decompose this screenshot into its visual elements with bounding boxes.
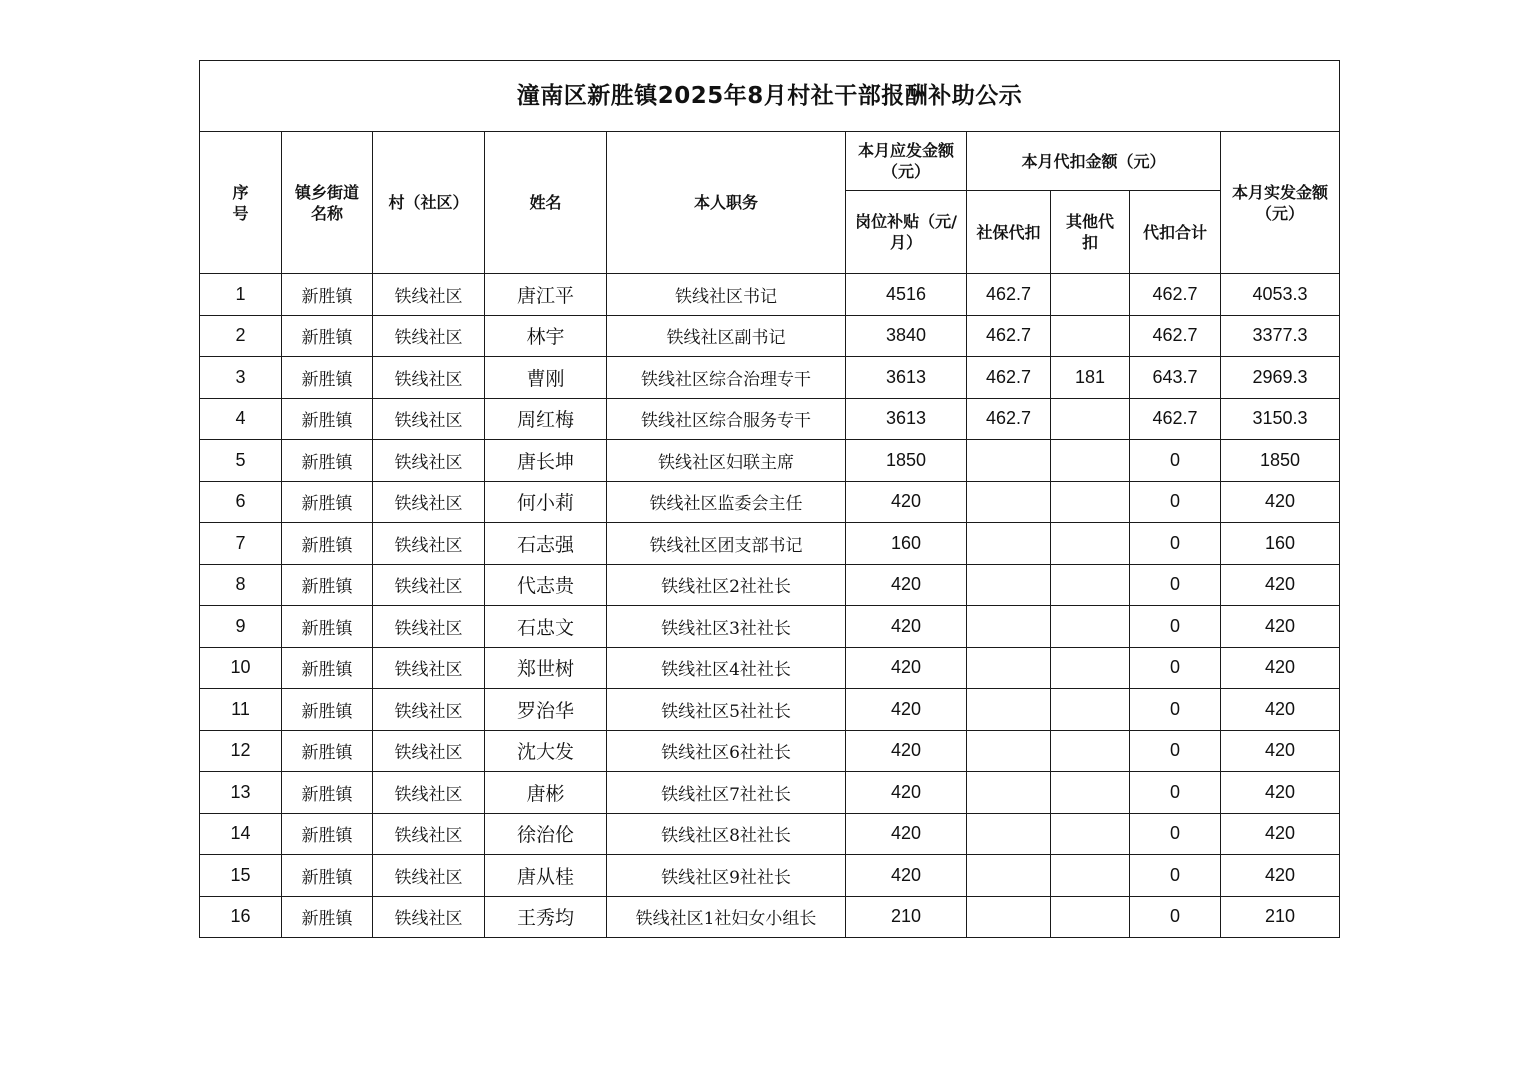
- table-row: [200, 564, 1340, 606]
- actual-cell: 160: [1221, 523, 1340, 565]
- village-cell: 铁线社区: [373, 647, 485, 689]
- social-deduct-cell: [967, 523, 1051, 565]
- seq-cell: 8: [200, 564, 282, 606]
- actual-cell: 420: [1221, 647, 1340, 689]
- social-deduct-cell: [967, 481, 1051, 523]
- village-cell: 铁线社区: [373, 813, 485, 855]
- due-cell: 420: [846, 855, 967, 897]
- seq-cell: 15: [200, 855, 282, 897]
- name-cell: 周红梅: [485, 398, 607, 440]
- position-cell: 铁线社区监委会主任: [607, 481, 846, 523]
- other-deduct-cell: [1051, 647, 1130, 689]
- village-cell: 铁线社区: [373, 274, 485, 316]
- town-cell: 新胜镇: [282, 606, 373, 648]
- seq-cell: 11: [200, 689, 282, 731]
- header-position: 本人职务: [607, 132, 846, 274]
- social-deduct-cell: 462.7: [967, 398, 1051, 440]
- town-cell: 新胜镇: [282, 523, 373, 565]
- village-cell: 铁线社区: [373, 357, 485, 399]
- total-deduct-cell: 462.7: [1130, 274, 1221, 316]
- social-deduct-cell: [967, 896, 1051, 938]
- other-deduct-cell: [1051, 440, 1130, 482]
- position-cell: 铁线社区9社社长: [607, 855, 846, 897]
- due-cell: 1850: [846, 440, 967, 482]
- social-deduct-cell: [967, 772, 1051, 814]
- header-due-group: 本月应发金额（元）: [846, 132, 967, 191]
- position-cell: 铁线社区综合服务专干: [607, 398, 846, 440]
- village-cell: 铁线社区: [373, 606, 485, 648]
- seq-cell: 9: [200, 606, 282, 648]
- table-row: [200, 315, 1340, 357]
- due-cell: 420: [846, 689, 967, 731]
- header-actual: 本月实发金额（元）: [1221, 132, 1340, 274]
- town-cell: 新胜镇: [282, 440, 373, 482]
- village-cell: 铁线社区: [373, 523, 485, 565]
- town-cell: 新胜镇: [282, 274, 373, 316]
- actual-cell: 420: [1221, 813, 1340, 855]
- header-town: 镇乡街道名称: [282, 132, 373, 274]
- social-deduct-cell: [967, 813, 1051, 855]
- name-cell: 沈大发: [485, 730, 607, 772]
- social-deduct-cell: [967, 855, 1051, 897]
- seq-cell: 1: [200, 274, 282, 316]
- table-row: [200, 730, 1340, 772]
- total-deduct-cell: 0: [1130, 772, 1221, 814]
- actual-cell: 420: [1221, 564, 1340, 606]
- other-deduct-cell: [1051, 855, 1130, 897]
- name-cell: 唐从桂: [485, 855, 607, 897]
- village-cell: 铁线社区: [373, 481, 485, 523]
- due-cell: 420: [846, 813, 967, 855]
- actual-cell: 3377.3: [1221, 315, 1340, 357]
- total-deduct-cell: 0: [1130, 813, 1221, 855]
- town-cell: 新胜镇: [282, 357, 373, 399]
- header-due-sub: 岗位补贴（元/月）: [846, 191, 967, 274]
- seq-cell: 10: [200, 647, 282, 689]
- name-cell: 石忠文: [485, 606, 607, 648]
- actual-cell: 420: [1221, 689, 1340, 731]
- header-deduct-total: 代扣合计: [1130, 191, 1221, 274]
- due-cell: 210: [846, 896, 967, 938]
- position-cell: 铁线社区7社社长: [607, 772, 846, 814]
- table-row: [200, 357, 1340, 399]
- header-deduct-social: 社保代扣: [967, 191, 1051, 274]
- other-deduct-cell: [1051, 274, 1130, 316]
- seq-cell: 7: [200, 523, 282, 565]
- table-row: [200, 481, 1340, 523]
- town-cell: 新胜镇: [282, 398, 373, 440]
- subsidy-table: [199, 60, 1340, 938]
- total-deduct-cell: 0: [1130, 689, 1221, 731]
- total-deduct-cell: 0: [1130, 440, 1221, 482]
- other-deduct-cell: [1051, 523, 1130, 565]
- position-cell: 铁线社区1社妇女小组长: [607, 896, 846, 938]
- social-deduct-cell: [967, 730, 1051, 772]
- other-deduct-cell: [1051, 606, 1130, 648]
- due-cell: 420: [846, 772, 967, 814]
- total-deduct-cell: 0: [1130, 896, 1221, 938]
- name-cell: 罗治华: [485, 689, 607, 731]
- town-cell: 新胜镇: [282, 896, 373, 938]
- town-cell: 新胜镇: [282, 855, 373, 897]
- header-seq: 序号: [200, 132, 282, 274]
- total-deduct-cell: 0: [1130, 730, 1221, 772]
- social-deduct-cell: [967, 689, 1051, 731]
- village-cell: 铁线社区: [373, 855, 485, 897]
- position-cell: 铁线社区6社社长: [607, 730, 846, 772]
- town-cell: 新胜镇: [282, 481, 373, 523]
- name-cell: 唐长坤: [485, 440, 607, 482]
- total-deduct-cell: 0: [1130, 647, 1221, 689]
- social-deduct-cell: 462.7: [967, 315, 1051, 357]
- town-cell: 新胜镇: [282, 813, 373, 855]
- social-deduct-cell: [967, 647, 1051, 689]
- total-deduct-cell: 462.7: [1130, 315, 1221, 357]
- village-cell: 铁线社区: [373, 689, 485, 731]
- position-cell: 铁线社区妇联主席: [607, 440, 846, 482]
- other-deduct-cell: [1051, 315, 1130, 357]
- name-cell: 代志贵: [485, 564, 607, 606]
- position-cell: 铁线社区3社社长: [607, 606, 846, 648]
- social-deduct-cell: 462.7: [967, 357, 1051, 399]
- other-deduct-cell: [1051, 730, 1130, 772]
- actual-cell: 210: [1221, 896, 1340, 938]
- total-deduct-cell: 462.7: [1130, 398, 1221, 440]
- position-cell: 铁线社区4社社长: [607, 647, 846, 689]
- seq-cell: 4: [200, 398, 282, 440]
- actual-cell: 3150.3: [1221, 398, 1340, 440]
- other-deduct-cell: [1051, 398, 1130, 440]
- other-deduct-cell: [1051, 772, 1130, 814]
- name-cell: 林宇: [485, 315, 607, 357]
- seq-cell: 3: [200, 357, 282, 399]
- seq-cell: 2: [200, 315, 282, 357]
- town-cell: 新胜镇: [282, 647, 373, 689]
- table-row: [200, 647, 1340, 689]
- due-cell: 420: [846, 606, 967, 648]
- town-cell: 新胜镇: [282, 315, 373, 357]
- actual-cell: 420: [1221, 606, 1340, 648]
- name-cell: 郑世树: [485, 647, 607, 689]
- table-row: [200, 606, 1340, 648]
- due-cell: 3613: [846, 398, 967, 440]
- actual-cell: 420: [1221, 772, 1340, 814]
- name-cell: 石志强: [485, 523, 607, 565]
- header-deduct-other: 其他代扣: [1051, 191, 1130, 274]
- social-deduct-cell: [967, 606, 1051, 648]
- table-row: [200, 813, 1340, 855]
- due-cell: 4516: [846, 274, 967, 316]
- seq-cell: 13: [200, 772, 282, 814]
- total-deduct-cell: 0: [1130, 564, 1221, 606]
- total-deduct-cell: 0: [1130, 523, 1221, 565]
- header-deduct-group: 本月代扣金额（元）: [967, 132, 1221, 191]
- table-row: [200, 274, 1340, 316]
- header-name: 姓名: [485, 132, 607, 274]
- position-cell: 铁线社区书记: [607, 274, 846, 316]
- social-deduct-cell: 462.7: [967, 274, 1051, 316]
- table-row: [200, 398, 1340, 440]
- village-cell: 铁线社区: [373, 896, 485, 938]
- seq-cell: 14: [200, 813, 282, 855]
- town-cell: 新胜镇: [282, 564, 373, 606]
- due-cell: 3613: [846, 357, 967, 399]
- actual-cell: 1850: [1221, 440, 1340, 482]
- actual-cell: 4053.3: [1221, 274, 1340, 316]
- seq-cell: 5: [200, 440, 282, 482]
- other-deduct-cell: [1051, 896, 1130, 938]
- name-cell: 唐彬: [485, 772, 607, 814]
- table-row: [200, 440, 1340, 482]
- due-cell: 420: [846, 647, 967, 689]
- total-deduct-cell: 643.7: [1130, 357, 1221, 399]
- social-deduct-cell: [967, 564, 1051, 606]
- village-cell: 铁线社区: [373, 730, 485, 772]
- actual-cell: 420: [1221, 481, 1340, 523]
- due-cell: 160: [846, 523, 967, 565]
- position-cell: 铁线社区2社社长: [607, 564, 846, 606]
- position-cell: 铁线社区团支部书记: [607, 523, 846, 565]
- actual-cell: 2969.3: [1221, 357, 1340, 399]
- other-deduct-cell: 181: [1051, 357, 1130, 399]
- page-title: 潼南区新胜镇2025年8月村社干部报酬补助公示: [200, 61, 1340, 132]
- town-cell: 新胜镇: [282, 772, 373, 814]
- position-cell: 铁线社区5社社长: [607, 689, 846, 731]
- village-cell: 铁线社区: [373, 440, 485, 482]
- social-deduct-cell: [967, 440, 1051, 482]
- table-row: [200, 523, 1340, 565]
- actual-cell: 420: [1221, 730, 1340, 772]
- table-body: [200, 274, 1340, 938]
- position-cell: 铁线社区副书记: [607, 315, 846, 357]
- due-cell: 3840: [846, 315, 967, 357]
- due-cell: 420: [846, 564, 967, 606]
- other-deduct-cell: [1051, 689, 1130, 731]
- total-deduct-cell: 0: [1130, 606, 1221, 648]
- name-cell: 唐江平: [485, 274, 607, 316]
- header-village: 村（社区）: [373, 132, 485, 274]
- village-cell: 铁线社区: [373, 398, 485, 440]
- position-cell: 铁线社区8社社长: [607, 813, 846, 855]
- village-cell: 铁线社区: [373, 315, 485, 357]
- actual-cell: 420: [1221, 855, 1340, 897]
- village-cell: 铁线社区: [373, 564, 485, 606]
- due-cell: 420: [846, 481, 967, 523]
- seq-cell: 12: [200, 730, 282, 772]
- name-cell: 何小莉: [485, 481, 607, 523]
- total-deduct-cell: 0: [1130, 855, 1221, 897]
- town-cell: 新胜镇: [282, 730, 373, 772]
- table-row: [200, 896, 1340, 938]
- other-deduct-cell: [1051, 481, 1130, 523]
- name-cell: 曹刚: [485, 357, 607, 399]
- town-cell: 新胜镇: [282, 689, 373, 731]
- due-cell: 420: [846, 730, 967, 772]
- other-deduct-cell: [1051, 564, 1130, 606]
- seq-cell: 16: [200, 896, 282, 938]
- seq-cell: 6: [200, 481, 282, 523]
- village-cell: 铁线社区: [373, 772, 485, 814]
- table-row: [200, 772, 1340, 814]
- other-deduct-cell: [1051, 813, 1130, 855]
- total-deduct-cell: 0: [1130, 481, 1221, 523]
- position-cell: 铁线社区综合治理专干: [607, 357, 846, 399]
- table-row: [200, 855, 1340, 897]
- name-cell: 徐治伦: [485, 813, 607, 855]
- name-cell: 王秀均: [485, 896, 607, 938]
- table-row: [200, 689, 1340, 731]
